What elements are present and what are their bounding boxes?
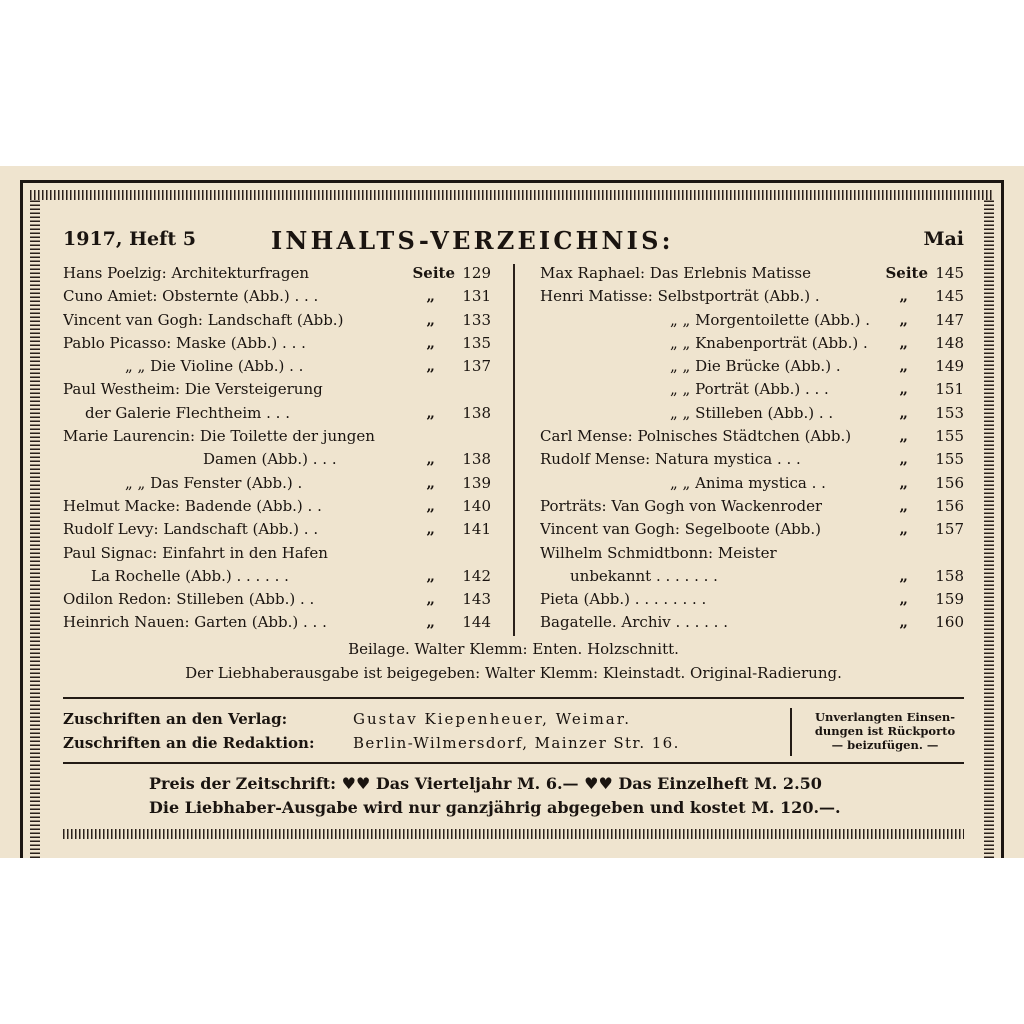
toc-entry-page: 135 — [462, 333, 491, 352]
left-border-hatch — [30, 200, 40, 858]
toc-entry — [63, 425, 491, 448]
redaktion-line — [63, 734, 680, 752]
toc-entry-ditto: „ — [426, 450, 435, 469]
toc-entry-page: 159 — [935, 590, 964, 609]
toc-entry-page: 145 — [935, 287, 964, 306]
toc-entry — [540, 518, 964, 541]
toc-entry-ditto: Seite — [412, 264, 455, 282]
toc-entry-ditto: „ — [426, 520, 435, 539]
toc-entry-ditto: „ — [899, 566, 908, 585]
toc-entry-page: 147 — [935, 310, 964, 329]
bottom-border-hatch — [63, 829, 964, 839]
verlag-line — [63, 710, 631, 728]
toc-entry — [540, 425, 964, 448]
toc-entry-page: 153 — [935, 403, 964, 422]
toc-entry — [63, 472, 491, 495]
toc-entry — [540, 495, 964, 518]
toc-entry — [63, 332, 491, 355]
toc-entry — [540, 378, 964, 401]
redaktion-value: Berlin-Wilmersdorf, Mainzer Str. 16. — [353, 734, 680, 752]
toc-entry-title: Hans Poelzig: Architekturfragen — [63, 264, 309, 282]
toc-entry — [540, 472, 964, 495]
toc-entry-ditto: „ — [899, 357, 908, 376]
toc-entry-title: Vincent van Gogh: Landschaft (Abb.) — [63, 310, 344, 329]
toc-entry-page: 148 — [935, 333, 964, 352]
toc-entry-title: Wilhelm Schmidtbonn: Meister — [540, 543, 777, 562]
toc-entry-ditto: „ — [899, 380, 908, 399]
toc-entry-page: 144 — [462, 613, 491, 632]
toc-entry-ditto: „ — [899, 520, 908, 539]
toc-entry-title: Pieta (Abb.) . . . . . . . . — [540, 590, 707, 609]
verlag-value: Gustav Kiepenheuer, Weimar. — [353, 710, 632, 728]
note-line-1: Unverlangten Einsen- — [814, 710, 956, 724]
note-line-3: — beizufügen. — — [831, 738, 939, 752]
toc-entry-ditto: „ — [426, 357, 435, 376]
toc-entry-page: 140 — [462, 496, 491, 515]
toc-entry — [63, 611, 491, 634]
header-row — [63, 228, 964, 254]
toc-entry-ditto: „ — [899, 590, 908, 609]
toc-entry-ditto: „ — [426, 590, 435, 609]
toc-entry-ditto: „ — [426, 566, 435, 585]
liebhaber-line: Der Liebhaberausgabe ist beigegeben: Walter Klemm: Kleinstadt. Original-Radierung. — [185, 664, 842, 682]
toc-entry-ditto: „ — [899, 613, 908, 632]
toc-entry-page: 145 — [935, 264, 964, 282]
toc-entry-title: unbekannt . . . . . . . — [570, 566, 718, 585]
toc-entry-title: Heinrich Nauen: Garten (Abb.) . . . — [63, 613, 327, 632]
month-label: Mai — [923, 228, 964, 250]
toc-entry-ditto: „ — [899, 496, 908, 515]
toc-entry — [63, 285, 491, 308]
toc-entry — [540, 402, 964, 425]
toc-entry — [63, 565, 491, 588]
preis-line: Preis der Zeitschrift: ♥♥ Das Vierteljahr M. 6.— ♥♥ Das Einzelheft M. 2.50 — [149, 774, 822, 793]
toc-entry-page: 156 — [935, 473, 964, 492]
note-separator — [790, 708, 792, 756]
toc-entry-page: 139 — [462, 473, 491, 492]
toc-entry-ditto: „ — [426, 403, 435, 422]
redaktion-label: Zuschriften an die Redaktion: — [63, 734, 315, 752]
toc-entry-page: 149 — [935, 357, 964, 376]
beilage-line: Beilage. Walter Klemm: Enten. Holzschnitt. — [348, 640, 679, 658]
toc-entry — [540, 355, 964, 378]
toc-entry-title: Henri Matisse: Selbstporträt (Abb.) . — [540, 287, 820, 306]
toc-entry-title: Cuno Amiet: Obsternte (Abb.) . . . — [63, 287, 319, 306]
toc-entry-page: 131 — [462, 287, 491, 306]
toc-entry-page: 155 — [935, 427, 964, 446]
toc-entry-page: 137 — [462, 357, 491, 376]
toc-entry-title: Paul Signac: Einfahrt in den Hafen — [63, 543, 328, 562]
toc-entry-title: Vincent van Gogh: Segelboote (Abb.) — [540, 520, 821, 539]
toc-entry-page: 158 — [935, 566, 964, 585]
toc-entry-title: Rudolf Levy: Landschaft (Abb.) . . — [63, 520, 319, 539]
toc-entry-title: „ „ Die Brücke (Abb.) . — [670, 357, 841, 376]
toc-entry-ditto: „ — [426, 333, 435, 352]
toc-entry-title: „ „ Knabenporträt (Abb.) . — [670, 333, 868, 352]
right-border-hatch — [984, 200, 994, 858]
toc-entry — [63, 495, 491, 518]
toc-entry — [540, 588, 964, 611]
toc-entry-ditto: „ — [426, 310, 435, 329]
toc-entry-title: Max Raphael: Das Erlebnis Matisse — [540, 264, 811, 282]
toc-entry-ditto: „ — [899, 450, 908, 469]
toc-entry-page: 143 — [462, 590, 491, 609]
toc-entry — [540, 448, 964, 471]
toc-entry-ditto: Seite — [885, 264, 928, 282]
toc-entry — [540, 309, 964, 332]
toc-entry-ditto: „ — [899, 427, 908, 446]
top-border-hatch — [30, 190, 994, 200]
toc-entry — [540, 542, 964, 565]
toc-entry-ditto: „ — [426, 473, 435, 492]
toc-entry-title: der Galerie Flechtheim . . . — [85, 403, 290, 422]
toc-entry — [540, 332, 964, 355]
toc-entry-ditto: „ — [899, 403, 908, 422]
toc-entry-page: 138 — [462, 450, 491, 469]
toc-entry-ditto: „ — [899, 310, 908, 329]
note-line-2: dungen ist Rückporto — [814, 724, 956, 738]
toc-entry-title: „ „ Das Fenster (Abb.) . — [125, 473, 303, 492]
page-title: INHALTS-VERZEICHNIS: — [271, 226, 674, 255]
toc-entry — [63, 262, 491, 285]
toc-entry-title: Carl Mense: Polnisches Städtchen (Abb.) — [540, 427, 852, 446]
toc-left-column — [63, 262, 491, 635]
toc-entry — [63, 542, 491, 565]
toc-entry — [63, 309, 491, 332]
toc-entry-ditto: „ — [899, 473, 908, 492]
toc-entry-page: 156 — [935, 496, 964, 515]
toc-right-column — [540, 262, 964, 635]
toc-entry-ditto: „ — [899, 333, 908, 352]
toc-entry — [63, 588, 491, 611]
verlag-label: Zuschriften an den Verlag: — [63, 710, 288, 728]
toc-entry-title: Marie Laurencin: Die Toilette der jungen — [63, 427, 375, 446]
toc-entry-title: „ „ Stilleben (Abb.) . . — [670, 403, 834, 422]
toc-entry — [63, 402, 491, 425]
toc-entry-title: „ „ Porträt (Abb.) . . . — [670, 380, 829, 399]
toc-entry-page: 160 — [935, 613, 964, 632]
toc-entry-ditto: „ — [426, 613, 435, 632]
toc-entry-title: Helmut Macke: Badende (Abb.) . . — [63, 496, 322, 515]
toc-entry-page: 157 — [935, 520, 964, 539]
toc-entry-ditto: „ — [426, 496, 435, 515]
divider-top — [63, 697, 964, 699]
toc-entry-title: „ „ Morgentoilette (Abb.) . — [670, 310, 871, 329]
toc-entry — [540, 285, 964, 308]
toc-entry-title: Porträts: Van Gogh von Wackenroder — [540, 496, 823, 515]
toc-entry — [540, 565, 964, 588]
column-separator — [513, 264, 515, 636]
toc-entry-title: Rudolf Mense: Natura mystica . . . — [540, 450, 801, 469]
toc-entry-page: 151 — [935, 380, 964, 399]
toc-entry — [63, 448, 491, 471]
liebhaber-preis-line: Die Liebhaber-Ausgabe wird nur ganzjährig abgegeben und kostet M. 120.—. — [149, 798, 841, 817]
toc-entry — [63, 378, 491, 401]
toc-entry-page: 138 — [462, 403, 491, 422]
toc-entry-title: Bagatelle. Archiv . . . . . . — [540, 613, 728, 632]
toc-entry-title: Damen (Abb.) . . . — [203, 450, 337, 469]
toc-entry — [540, 262, 964, 285]
toc-entry-title: Pablo Picasso: Maske (Abb.) . . . — [63, 333, 306, 352]
toc-entry-title: Odilon Redon: Stilleben (Abb.) . . — [63, 590, 315, 609]
toc-entry-ditto: „ — [899, 287, 908, 306]
toc-entry-title: La Rochelle (Abb.) . . . . . . — [91, 566, 289, 585]
toc-entry-title: „ „ Anima mystica . . — [670, 473, 826, 492]
toc-entry — [540, 611, 964, 634]
issue-label: 1917, Heft 5 — [63, 228, 196, 250]
toc-entry-ditto: „ — [426, 287, 435, 306]
toc-entry-title: Paul Westheim: Die Versteigerung — [63, 380, 323, 399]
toc-entry-title: „ „ Die Violine (Abb.) . . — [125, 357, 304, 376]
toc-entry-page: 129 — [462, 264, 491, 282]
toc-entry-page: 141 — [462, 520, 491, 539]
toc-entry — [63, 518, 491, 541]
toc-entry — [63, 355, 491, 378]
toc-entry-page: 142 — [462, 566, 491, 585]
rueckporto-note — [800, 710, 970, 752]
toc-entry-page: 133 — [462, 310, 491, 329]
toc-entry-page: 155 — [935, 450, 964, 469]
divider-bottom — [63, 762, 964, 764]
